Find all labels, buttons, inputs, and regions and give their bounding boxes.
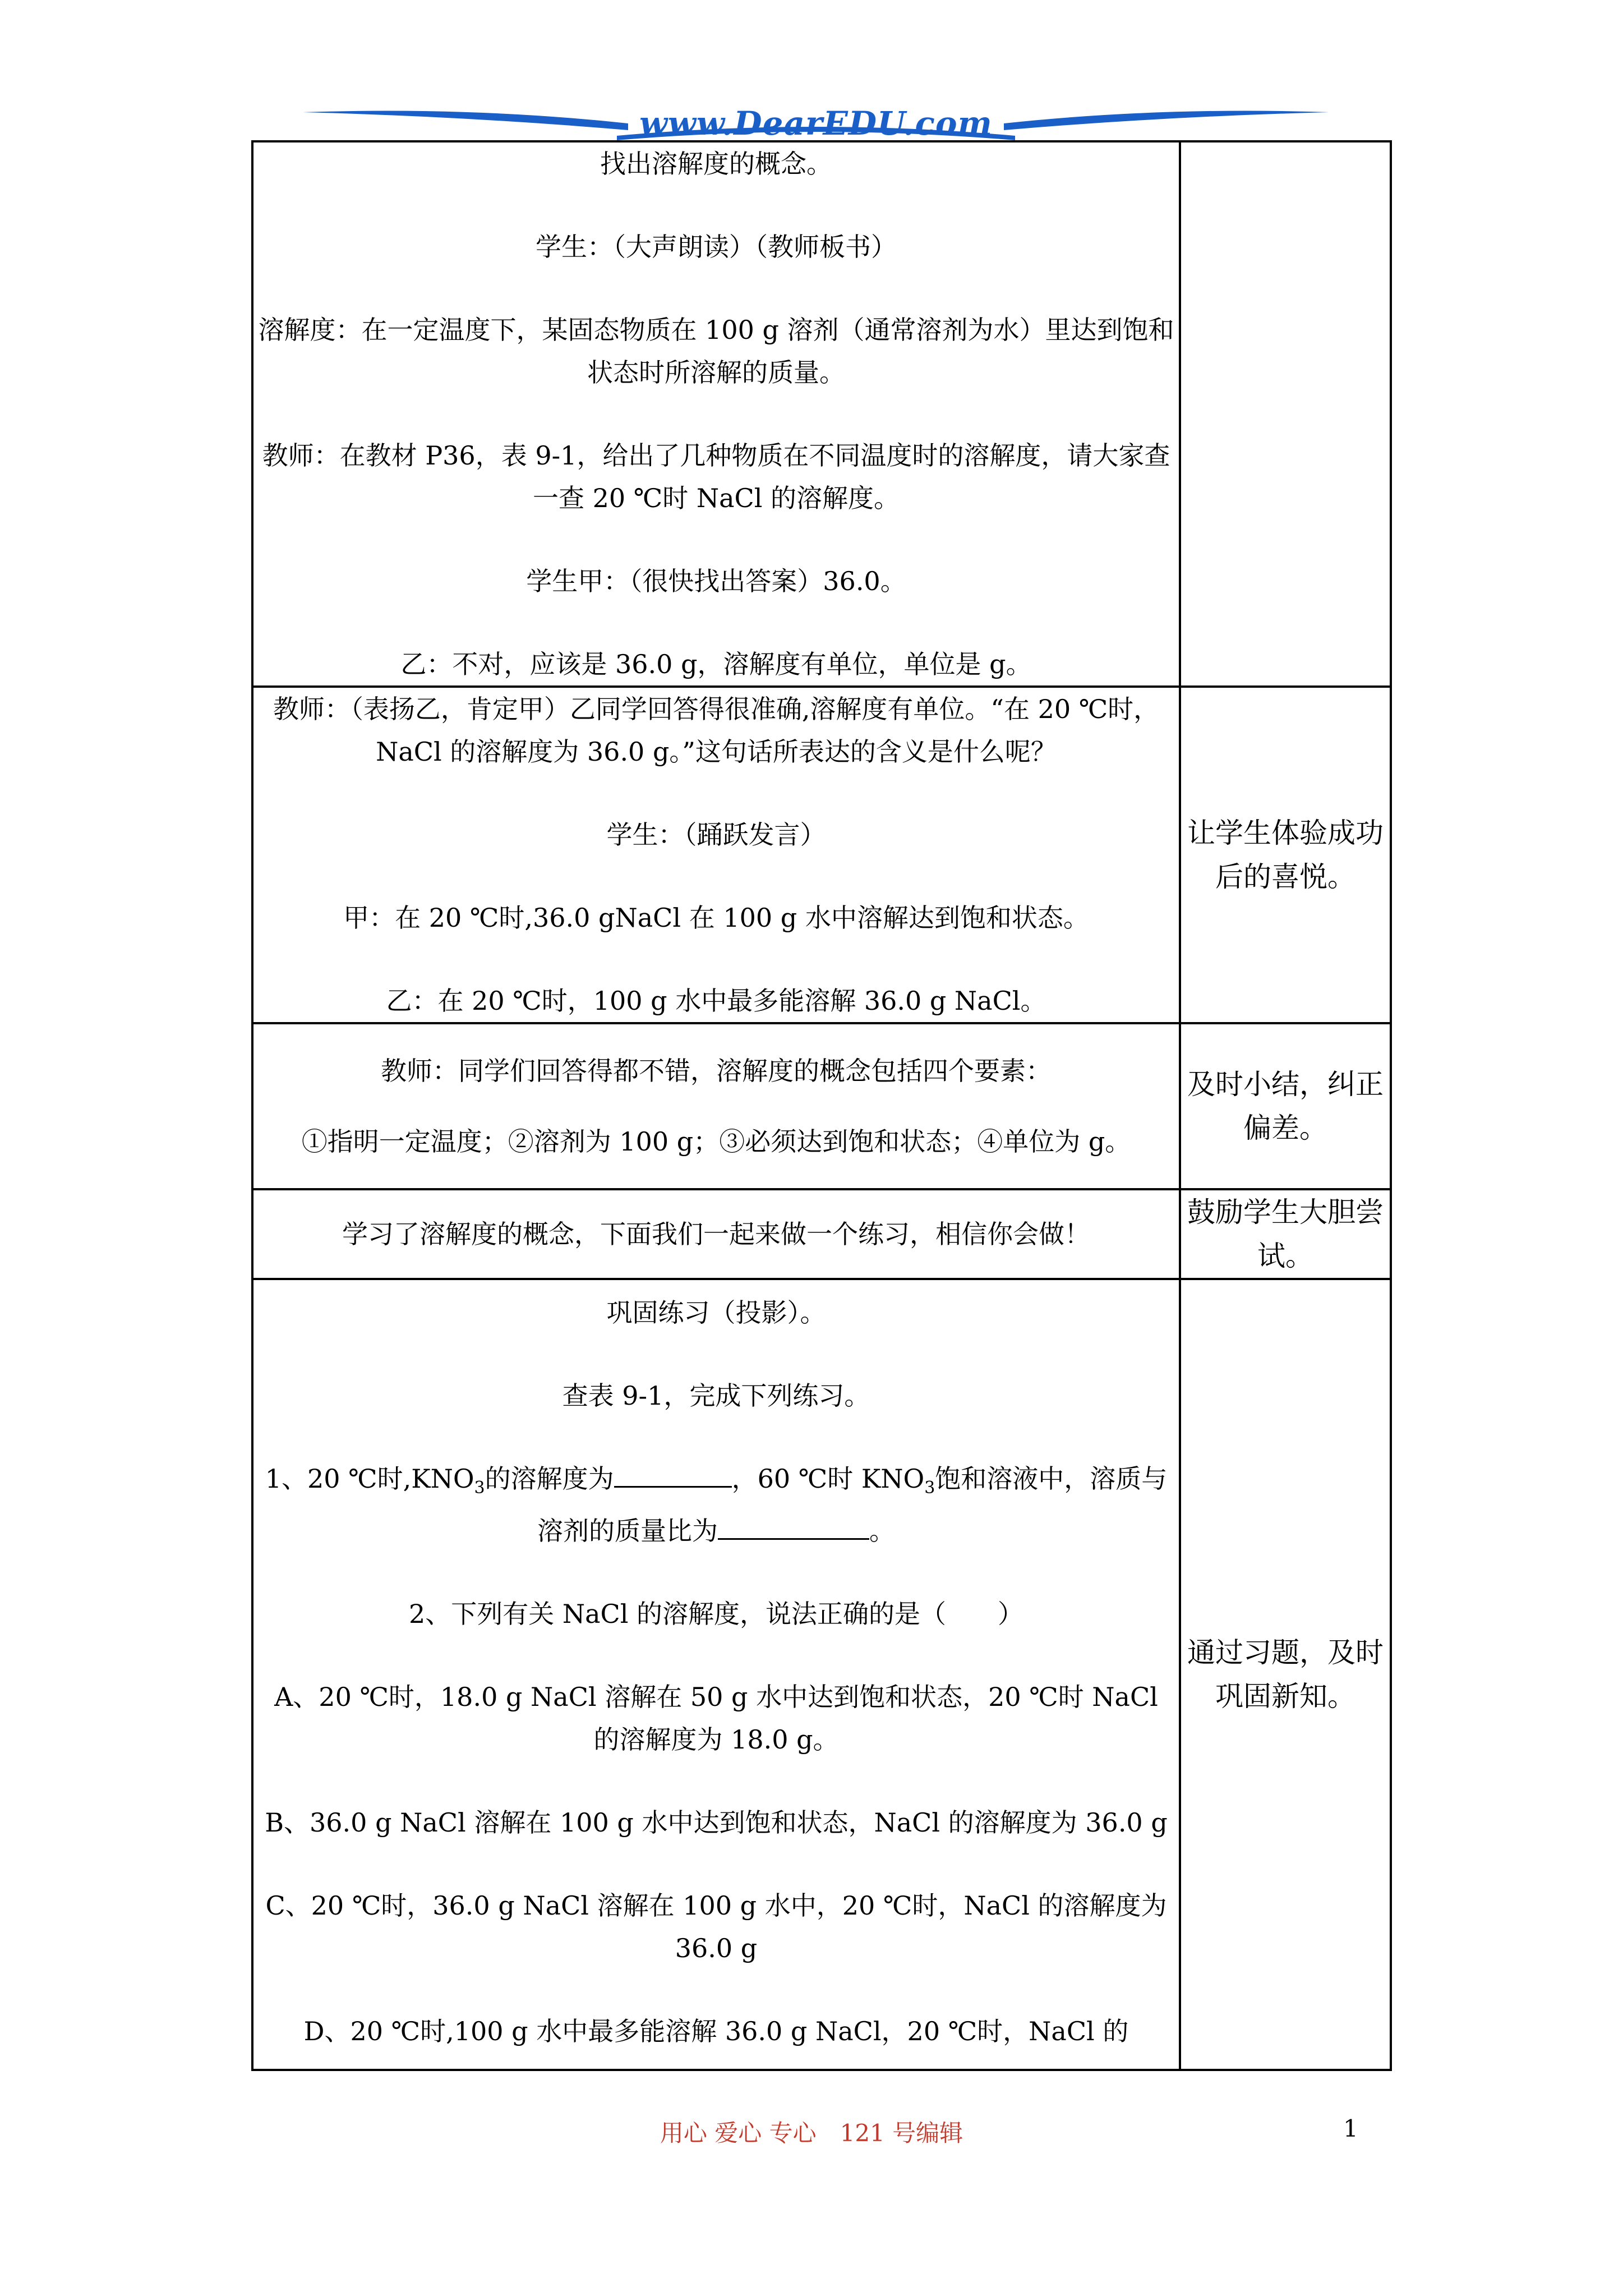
paragraph: 巩固练习（投影）。 [606,1297,826,1328]
q1-text-d: 饱和溶液中，溶质与溶剂的质量比为 [537,1464,1168,1547]
paragraph: 学生：（踊跃发言） [606,820,826,850]
paragraph: 乙：在 20 ℃时，100 g 水中最多能溶解 36.0 g NaCl。 [386,986,1046,1016]
table-row [252,687,1391,1023]
paragraph: 甲：在 20 ℃时,36.0 gNaCl 在 100 g 水中溶解达到饱和状态。 [343,903,1089,933]
teaching-note-cell [1180,141,1391,687]
lesson-content-cell [252,687,1180,1023]
subscript: 3 [474,1478,485,1498]
teaching-note: 通过习题，及时巩固新知。 [1187,1636,1384,1713]
q1-text-e: 。 [869,1516,895,1547]
teaching-note-cell [1180,1279,1391,2070]
table-row [252,1189,1391,1279]
teaching-note-cell [1180,1023,1391,1189]
paragraph: 学生：（大声朗读）（教师板书） [536,232,897,262]
choice-a: A、20 ℃时，18.0 g NaCl 溶解在 50 g 水中达到饱和状态，20 ℃时 NaCl 的溶解度为 18.0 g。 [274,1682,1158,1755]
exercise-question-1 [258,1457,1174,1552]
q1-text-a: 1、20 ℃时,KNO [265,1464,474,1494]
table-row [252,1023,1391,1189]
table-row [252,141,1391,687]
teaching-note: 让学生体验成功后的喜悦。 [1187,817,1384,893]
lesson-content-cell [252,141,1180,687]
q1-text-b: 的溶解度为 [485,1464,614,1494]
paragraph: 溶解度：在一定温度下，某固态物质在 100 g 溶剂（通常溶剂为水）里达到饱和状态时所溶解的质量。 [258,315,1174,388]
paragraph: 查表 9-1，完成下列练习。 [562,1381,870,1411]
exercise-question-2: 2、下列有关 NaCl 的溶解度，说法正确的是（ ） [408,1599,1024,1630]
choice-b: B、36.0 g NaCl 溶解在 100 g 水中达到饱和状态，NaCl 的溶解度为 36.0 g [265,1807,1168,1838]
paragraph: ①指明一定温度；②溶剂为 100 g；③必须达到饱和状态；④单位为 g。 [301,1126,1131,1157]
page-footer: 用心 爱心 专心 121 号编辑 [660,2119,963,2147]
paragraph: 学生甲：（很快找出答案）36.0。 [526,566,906,596]
table-row [252,1279,1391,2070]
page-number: 1 [1343,2115,1358,2142]
paragraph: 学习了溶解度的概念，下面我们一起来做一个练习，相信你会做！ [342,1219,1090,1249]
choice-d: D、20 ℃时,100 g 水中最多能溶解 36.0 g NaCl，20 ℃时，NaCl 的 [303,2016,1129,2047]
paragraph: 教师：（表扬乙，肯定甲）乙同学回答得很准确,溶解度有单位。“在 20 ℃时，NaCl 的溶解度为 36.0 g。”这句话所表达的含义是什么呢？ [273,694,1160,767]
paragraph: 教师：同学们回答得都不错，溶解度的概念包括四个要素： [381,1056,1052,1086]
paragraph: 教师：在教材 P36，表 9-1，给出了几种物质在不同温度时的溶解度，请大家查一查 20 ℃时 NaCl 的溶解度。 [262,440,1170,513]
lesson-content-cell [252,1023,1180,1189]
lesson-table [251,140,1392,2071]
subscript: 3 [924,1478,935,1498]
teaching-note: 鼓励学生大胆尝试。 [1187,1196,1384,1272]
teaching-note-cell [1180,687,1391,1023]
site-name[interactable]: www.DearEDU.com [639,104,993,142]
teaching-note-cell [1180,1189,1391,1279]
teaching-note: 及时小结，纠正偏差。 [1187,1068,1384,1144]
paragraph: 乙：不对，应该是 36.0 g，溶解度有单位，单位是 g。 [400,649,1032,679]
lesson-content-cell [252,1279,1180,2070]
q1-text-c: ，60 ℃时 KNO [731,1464,925,1494]
paragraph: 找出溶解度的概念。 [600,149,832,179]
answer-blank[interactable] [718,1511,869,1540]
choice-c: C、20 ℃时，36.0 g NaCl 溶解在 100 g 水中，20 ℃时，NaCl 的溶解度为 36.0 g [265,1890,1167,1964]
answer-blank[interactable] [614,1459,732,1488]
lesson-content-cell [252,1189,1180,1279]
